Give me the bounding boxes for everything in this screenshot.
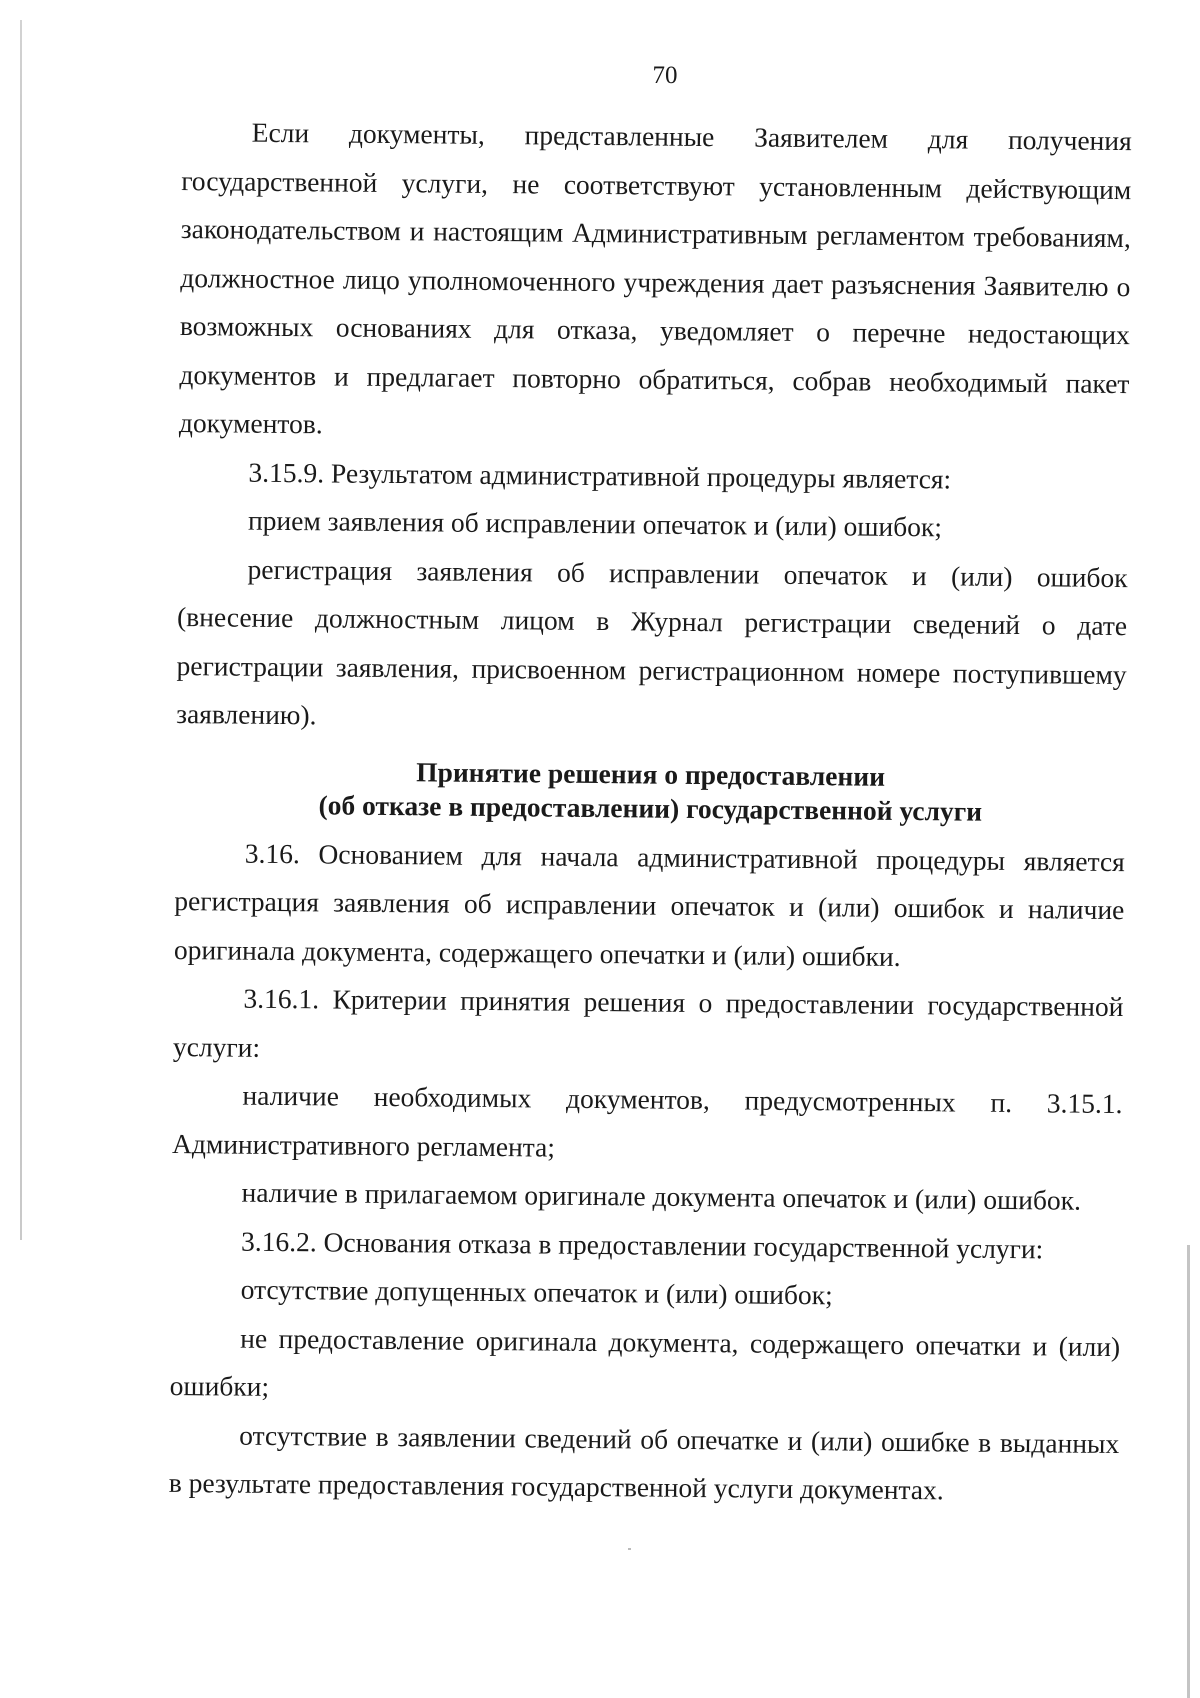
scan-edge-right: [1187, 1245, 1190, 1698]
paragraph-result-item-registration: регистрация заявления об исправлении опечаток и (или) ошибок (внесение должностным лицом в Журнал регистрации сведений о дате регистрации заявления, присвоенном регистрационном номере поступившему заявлению).: [176, 553, 1128, 731]
paragraph-3-16-1-criteria: 3.16.1. Критерии принятия решения о предоставлении государственной услуги:: [172, 982, 1124, 1063]
paragraph-3-16-2-refusal: 3.16.2. Основания отказа в предоставлении государственной услуги:: [240, 1225, 1044, 1264]
section-heading-line-2: (об отказе в предоставлении) государственной услуги: [318, 788, 983, 827]
document-body: [169, 108, 1132, 1517]
paragraph-result-intro: 3.15.9. Результатом административной процедуры является:: [248, 456, 952, 494]
paragraph-result-item-acceptance: прием заявления об исправлении опечаток и (или) ошибок;: [247, 504, 943, 543]
paragraph-refusal-item-no-errors: отсутствие допущенных опечаток и (или) ошибок;: [240, 1273, 833, 1311]
paragraph-criteria-item-errors: наличие в прилагаемом оригинале документа опечаток и (или) ошибок.: [241, 1176, 1082, 1216]
paragraph-documents-mismatch: Если документы, представленные Заявителем для получения государственной услуги, не соответствуют установленным действующим законодательством и настоящим Административным регламентом требованиям, должностное лицо уполномоченного учреждения дает разъяснения Заявителю о возможных основаниях для отказа, уведомляет о перечне недостающих документов и предлагает повторно обратиться, собрав необходимый пакет документов.: [178, 116, 1132, 440]
paragraph-refusal-item-no-original: не предоставление оригинала документа, содержащего опечатки и (или) ошибки;: [169, 1322, 1121, 1402]
paragraph-criteria-item-documents: наличие необходимых документов, предусмотренных п. 3.15.1. Административного регламента;: [171, 1079, 1123, 1163]
scan-speck: [628, 1548, 631, 1550]
page-number: 70: [652, 62, 678, 89]
section-heading: [175, 752, 1126, 829]
paragraph-refusal-item-no-info: отсутствие в заявлении сведений об опечатке и (или) ошибке в выданных в результате предоставления государственной услуги документах.: [168, 1419, 1120, 1506]
paragraph-3-16-basis: 3.16. Основанием для начала административной процедуры является регистрация заявления об исправлении опечаток и (или) ошибок и наличие оригинала документа, содержащего опечатки и (или) ошибки.: [173, 837, 1125, 972]
scan-edge-left: [20, 20, 22, 1240]
section-heading-line-1: Принятие решения о предоставлении: [416, 755, 886, 792]
